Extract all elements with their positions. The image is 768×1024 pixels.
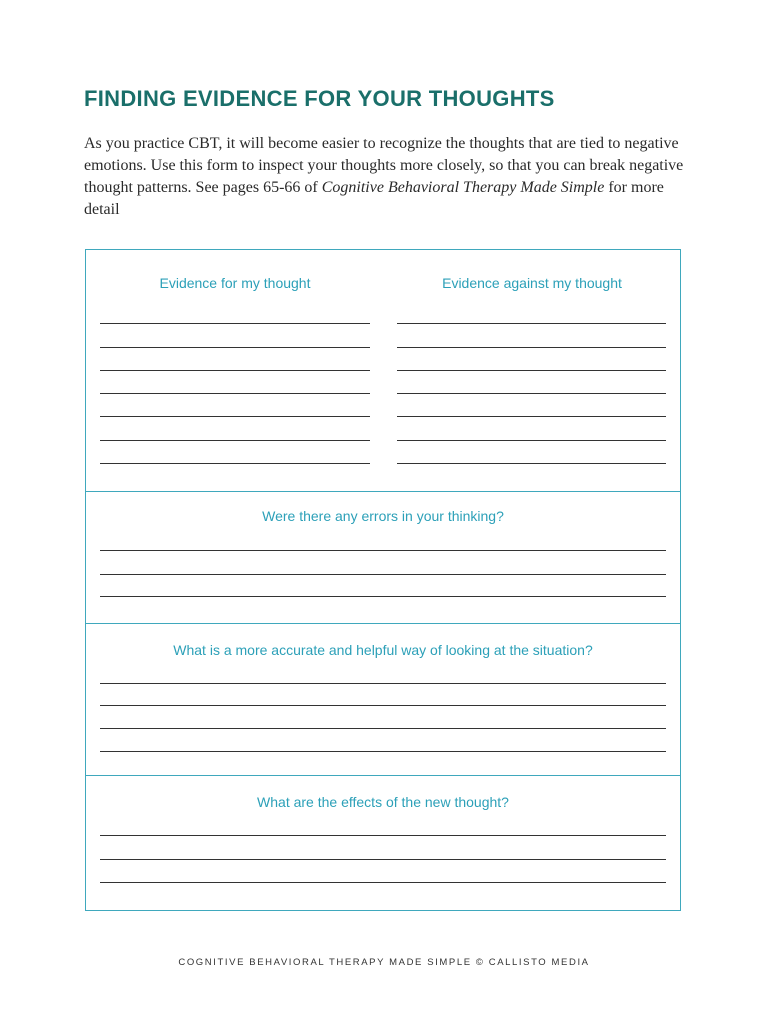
evidence-for-line[interactable] [100,323,370,324]
evidence-for-line[interactable] [100,463,370,464]
accurate-view-line[interactable] [100,683,666,684]
evidence-against-line[interactable] [397,347,666,348]
evidence-for-line[interactable] [100,416,370,417]
evidence-form [85,249,681,911]
evidence-against-line[interactable] [397,370,666,371]
effects-label: What are the effects of the new thought? [257,794,509,810]
evidence-against-label: Evidence against my thought [442,275,622,291]
intro-text: As you practice CBT, it will become easier to recognize the thoughts that are tied to negative emotions. Use this form to inspect your thoughts more closely, so that you can break negative thought patterns. See pages 65-66 of [84,135,684,196]
errors-line[interactable] [100,574,666,575]
accurate-view-section [86,623,680,776]
evidence-section [86,250,680,492]
evidence-for-line[interactable] [100,370,370,371]
errors-line[interactable] [100,550,666,551]
accurate-view-line[interactable] [100,728,666,729]
effects-line[interactable] [100,882,666,883]
evidence-for-label: Evidence for my thought [159,275,311,291]
effects-section [86,775,680,910]
evidence-against-line[interactable] [397,463,666,464]
effects-line[interactable] [100,835,666,836]
book-title: Cognitive Behavioral Therapy Made Simple [321,179,605,196]
accurate-view-line[interactable] [100,751,666,752]
evidence-against-line[interactable] [397,416,666,417]
evidence-against-line[interactable] [397,323,666,324]
errors-label: Were there any errors in your thinking? [262,508,504,524]
accurate-view-line[interactable] [100,705,666,706]
evidence-against-line[interactable] [397,440,666,441]
intro-text-end: for more detail [84,179,664,218]
errors-line[interactable] [100,596,666,597]
evidence-against-line[interactable] [397,393,666,394]
evidence-for-line[interactable] [100,393,370,394]
errors-section [86,491,680,624]
evidence-for-line[interactable] [100,347,370,348]
page-footer: COGNITIVE BEHAVIORAL THERAPY MADE SIMPLE © CALLISTO MEDIA [178,957,590,968]
accurate-view-label: What is a more accurate and helpful way of looking at the situation? [173,642,593,658]
intro-paragraph [84,133,684,221]
effects-line[interactable] [100,859,666,860]
page-title: FINDING EVIDENCE FOR YOUR THOUGHTS [84,86,555,111]
evidence-for-line[interactable] [100,440,370,441]
